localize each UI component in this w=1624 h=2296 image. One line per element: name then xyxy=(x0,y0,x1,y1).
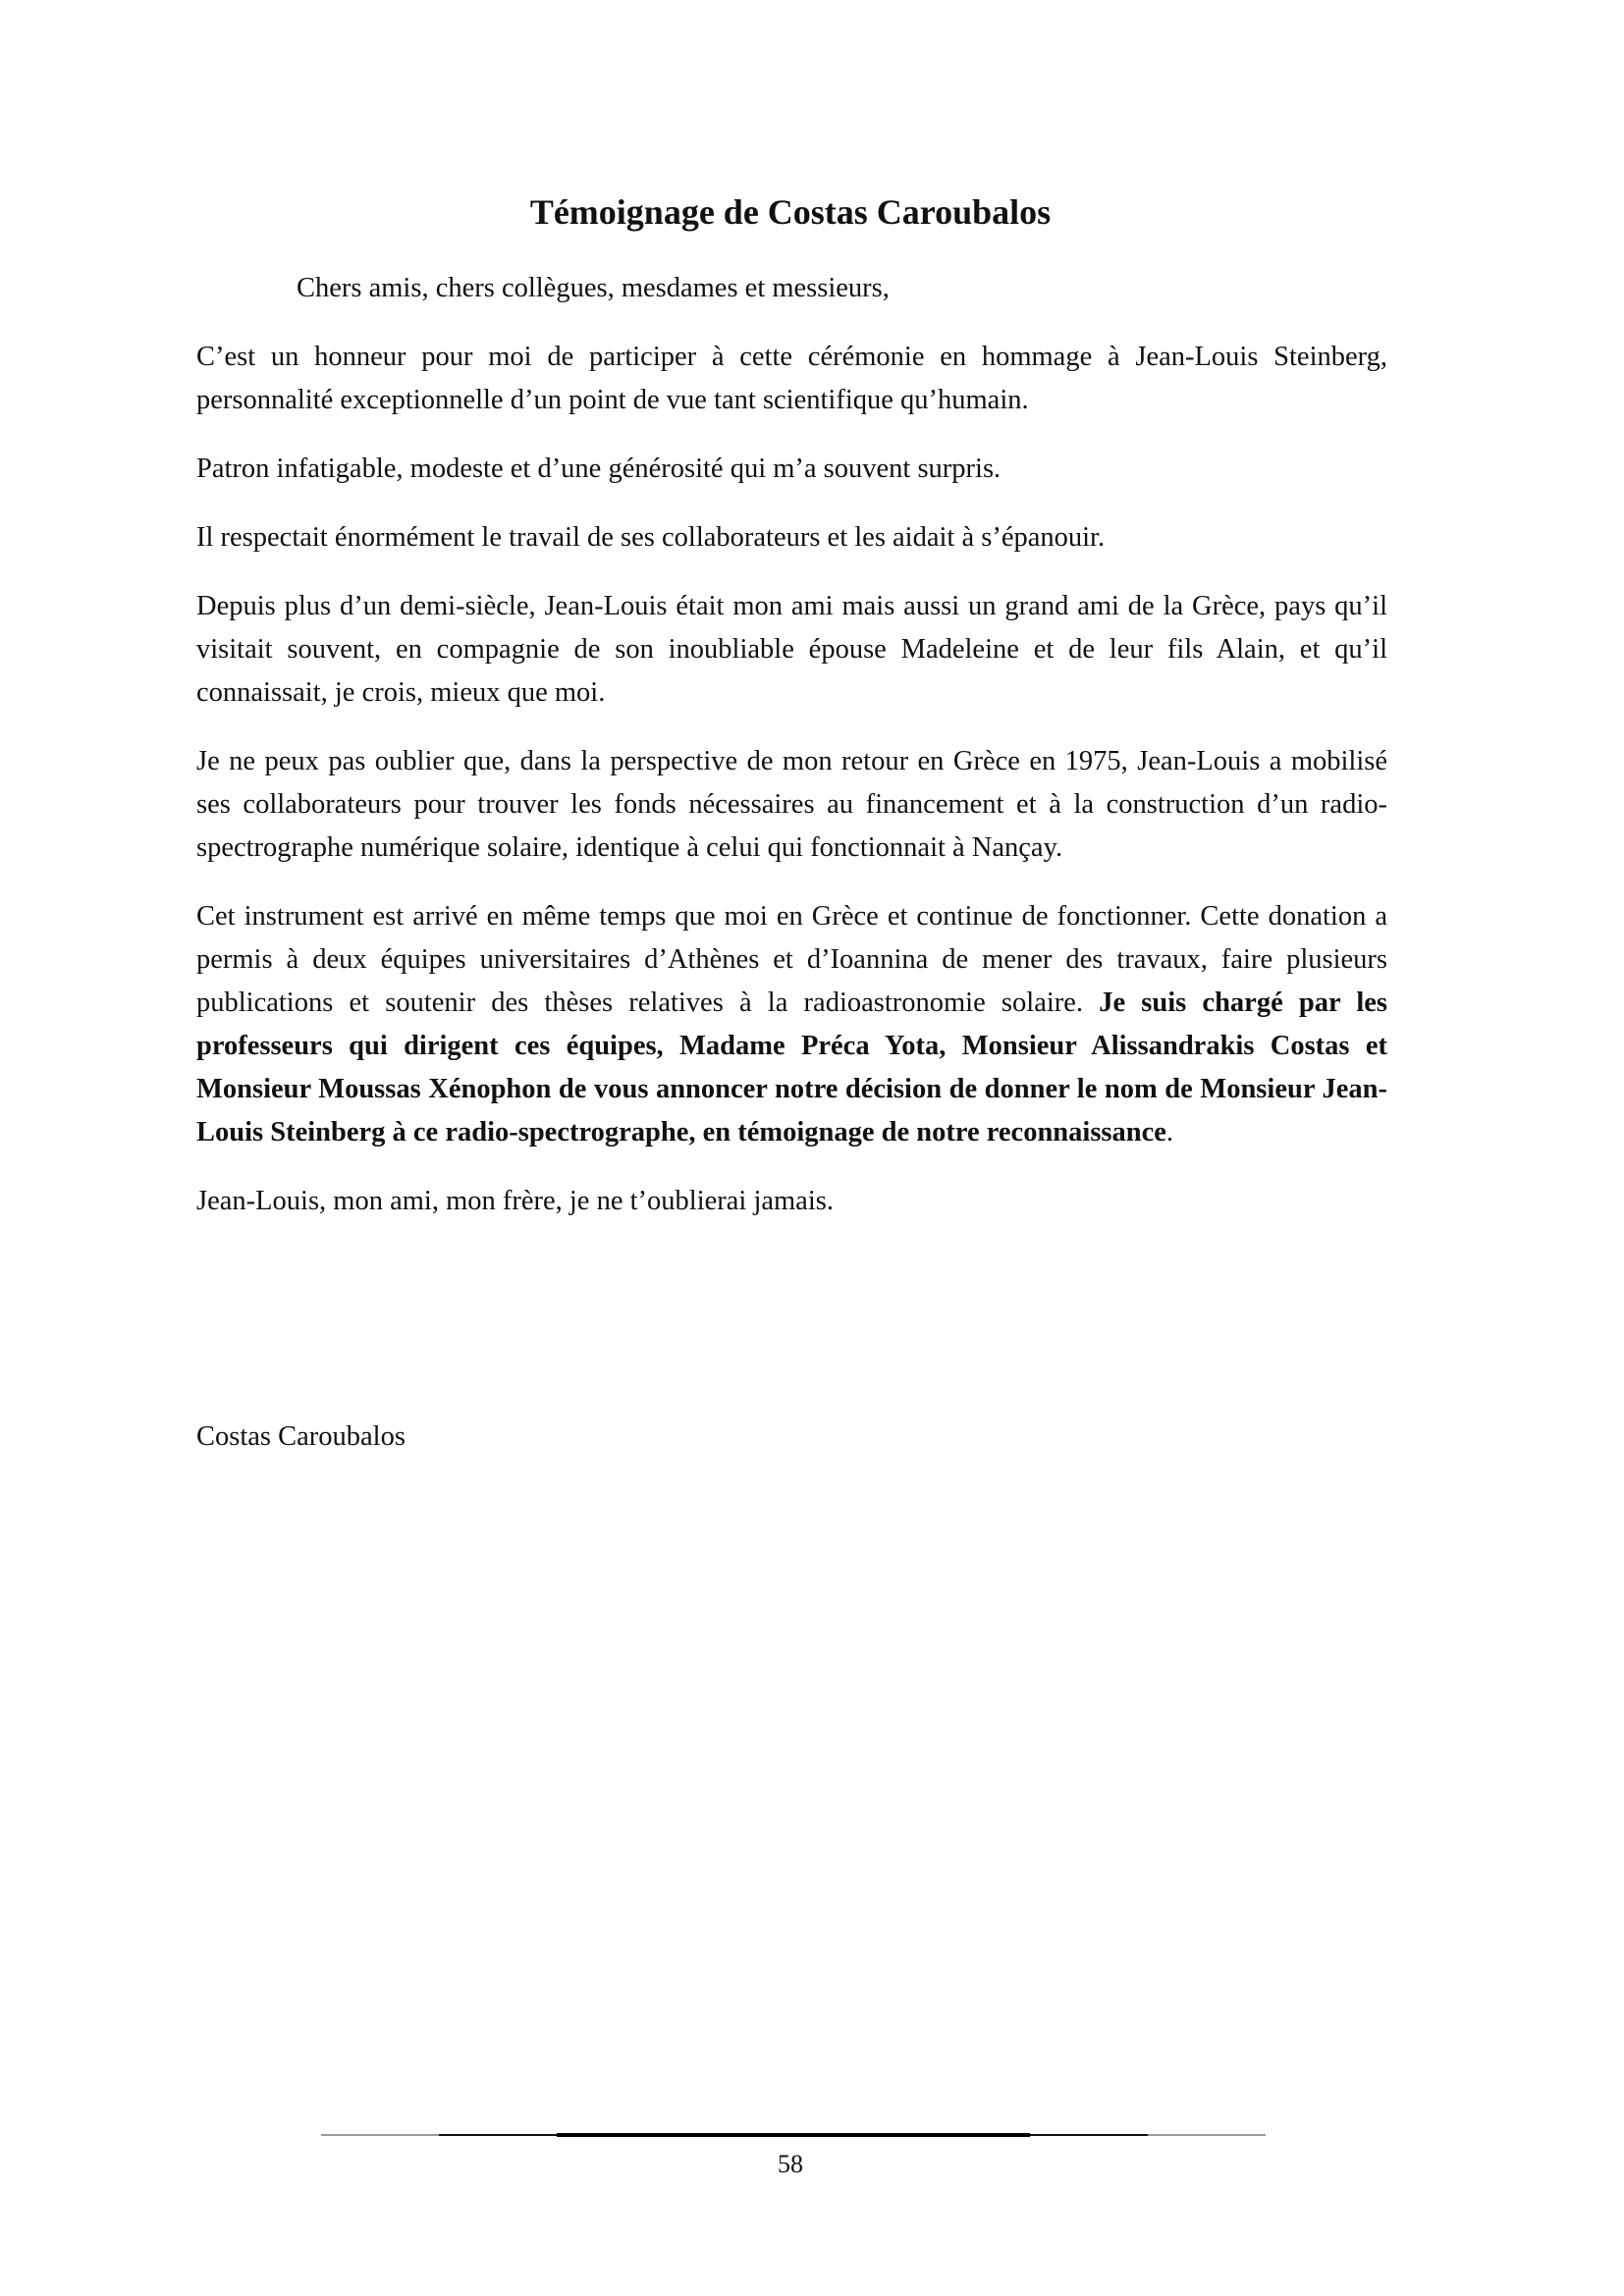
salutation-paragraph: Chers amis, chers collègues, mesdames et messieurs, xyxy=(297,273,890,303)
footer-rule xyxy=(321,2132,1266,2138)
page-title: Témoignage de Costas Caroubalos xyxy=(529,192,1052,232)
body-paragraph-collaborateurs: Il respectait énormément le travail de ses collaborateurs et les aidait à s’épanouir. xyxy=(196,522,1106,553)
closing-paragraph: Jean-Louis, mon ami, mon frère, je ne t’oublierai jamais. xyxy=(196,1186,834,1216)
document-body xyxy=(196,267,1387,1249)
signature: Costas Caroubalos xyxy=(196,1421,406,1452)
announcement-bold-text: Je suis chargé par les professeurs qui dirigent ces équipes, Madame Préca Yota, Monsieur Alissandrakis Costas et Monsieur Moussas Xénophon de vous annoncer notre décision de donner le nom de Monsieur Jean-Louis Steinberg à ce radio-spectrographe, en témoignage de notre reconnaissance xyxy=(196,988,1387,1148)
page-number: 58 xyxy=(778,2150,803,2178)
body-paragraph-grece: Depuis plus d’un demi-siècle, Jean-Louis était mon ami mais aussi un grand ami de la Grèce, pays qu’il visitait souvent, en compagnie de son inoubliable épouse Madeleine et de leur fils Alain, et qu’il connaissait, je crois, mieux que moi. xyxy=(196,591,1387,708)
body-paragraph-honneur: C’est un honneur pour moi de participer à cette cérémonie en hommage à Jean-Louis Steinberg, personnalité exceptionnelle d’un point de vue tant scientifique qu’humain. xyxy=(196,342,1387,415)
body-paragraph-radio-spectrographe: Je ne peux pas oublier que, dans la perspective de mon retour en Grèce en 1975, Jean-Louis a mobilisé ses collaborateurs pour trouver les fonds nécessaires au financement et à la construction d’un radio-spectrographe numérique solaire, identique à celui qui fonctionnait à Nançay. xyxy=(196,746,1387,863)
announcement-end-punctuation: . xyxy=(1165,1117,1174,1148)
instrument-text: Cet instrument est arrivé en même temps que moi en Grèce et continue de fonctionner. Cette donation a permis à deux équipes universitaires d’Athènes et d’Ioannina de mener des travaux, faire plusieurs publications et soutenir des thèses relatives à la radioastronomie solaire. xyxy=(196,901,1387,1018)
body-paragraph-patron: Patron infatigable, modeste et d’une générosité qui m’a souvent surpris. xyxy=(196,454,1001,484)
body-paragraph-instrument xyxy=(196,895,1387,1154)
